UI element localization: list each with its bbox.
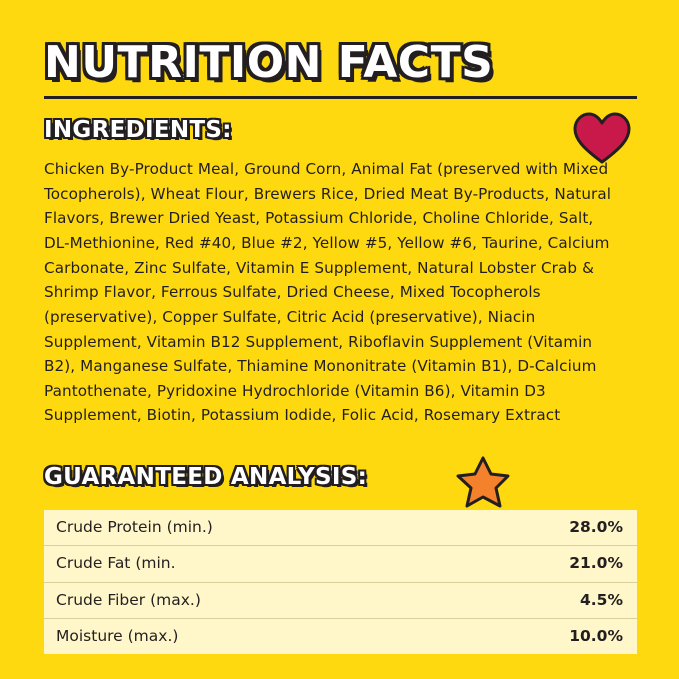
ingredients-heading: INGREDIENTS: [44,117,232,144]
guaranteed-analysis-section [44,464,637,654]
table-row [44,546,637,582]
row-value: 21.0% [569,554,623,573]
star-icon [455,455,511,513]
row-label: Moisture (max.) [56,626,179,645]
row-label: Crude Protein (min.) [56,518,213,537]
table-row [44,618,637,654]
table-row [44,582,637,618]
row-label: Crude Fat (min. [56,554,176,573]
title-divider [44,96,637,99]
guaranteed-analysis-heading: GUARANTEED ANALYSIS: [44,464,368,491]
ingredients-section [44,117,637,428]
row-label: Crude Fiber (max.) [56,590,201,609]
guaranteed-analysis-table [44,510,637,654]
row-value: 10.0% [569,626,623,645]
ingredients-text: Chicken By-Product Meal, Ground Corn, Animal Fat (preserved with Mixed Tocopherols), Wheat Flour, Brewers Rice, Dried Meat By-Products, Natural Flavors, Brewer Dried Yeast, Potassium Chloride, Choline Chloride, Salt, DL-Methionine, Red #40, Blue #2, Yellow #5, Yellow #6, Taurine, Calcium Carbonate, Zinc Sulfate, Vitamin E Supplement, Natural Lobster Crab & Shrimp Flavor, Ferrous Sulfate, Dried Cheese, Mixed Tocopherols (preservative), Copper Sulfate, Citric Acid (preservative), Niacin Supplement, Vitamin B12 Supplement, Riboflavin Supplement (Vitamin B2), Manganese Sulfate, Thiamine Mononitrate (Vitamin B1), D-Calcium Pantothenate, Pyridoxine Hydrochloride (Vitamin B6), Vitamin D3 Supplement, Biotin, Potassium Iodide, Folic Acid, Rosemary Extract [44,160,612,425]
row-value: 28.0% [569,518,623,537]
page-title: NUTRITION FACTS [44,37,494,88]
row-value: 4.5% [580,590,623,609]
heart-icon [573,112,631,168]
table-row [44,510,637,546]
